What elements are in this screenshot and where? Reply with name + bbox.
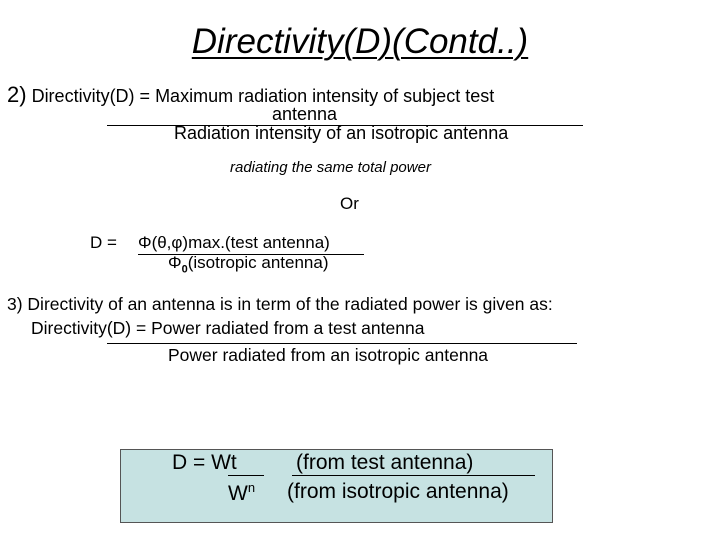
point-2-denominator: Radiation intensity of an isotropic antenna: [174, 123, 509, 143]
formula-1-denominator: [168, 253, 329, 275]
boxed-formula-numerator-symbol: Wt: [211, 451, 237, 474]
formula-1-lhs: D =: [90, 233, 117, 252]
or-text: Or: [340, 194, 359, 213]
point-3-line-1: 3) Directivity of an antenna is in term of the radiated power is given as:: [7, 294, 553, 314]
boxed-formula-numerator-label: (from test antenna): [296, 451, 474, 474]
point-3-denominator: Power radiated from an isotropic antenna: [168, 345, 489, 365]
fraction-bar-4: [228, 475, 264, 476]
boxed-formula-lhs: D =: [172, 451, 206, 474]
fraction-bar-3: [107, 343, 577, 344]
formula-1-denominator-text: (isotropic antenna): [187, 253, 329, 272]
w-symbol: W: [228, 482, 248, 505]
slide-title: Directivity(D)(Contd..): [191, 22, 529, 61]
phi-subscript: 0: [181, 263, 188, 276]
point-2-continuation: antenna: [272, 104, 338, 124]
point-2-text: Directivity(D) = Maximum radiation intensity of subject test: [26, 86, 495, 106]
formula-1-numerator: Φ(θ,φ)max.(test antenna): [138, 233, 330, 252]
point-2-note: radiating the same total power: [230, 159, 431, 176]
phi-symbol: Φ: [168, 253, 182, 272]
point-3-line-2: Directivity(D) = Power radiated from a test antenna: [31, 318, 425, 338]
point-2-number: 2): [7, 82, 27, 107]
boxed-formula-lhs-and-numerator: [172, 451, 237, 475]
boxed-formula-denominator-label: (from isotropic antenna): [287, 480, 509, 503]
point-2-numerator: [7, 82, 494, 108]
boxed-formula-denominator-symbol: [228, 480, 255, 506]
fraction-bar-5: [292, 475, 535, 476]
w-superscript: n: [247, 480, 256, 495]
